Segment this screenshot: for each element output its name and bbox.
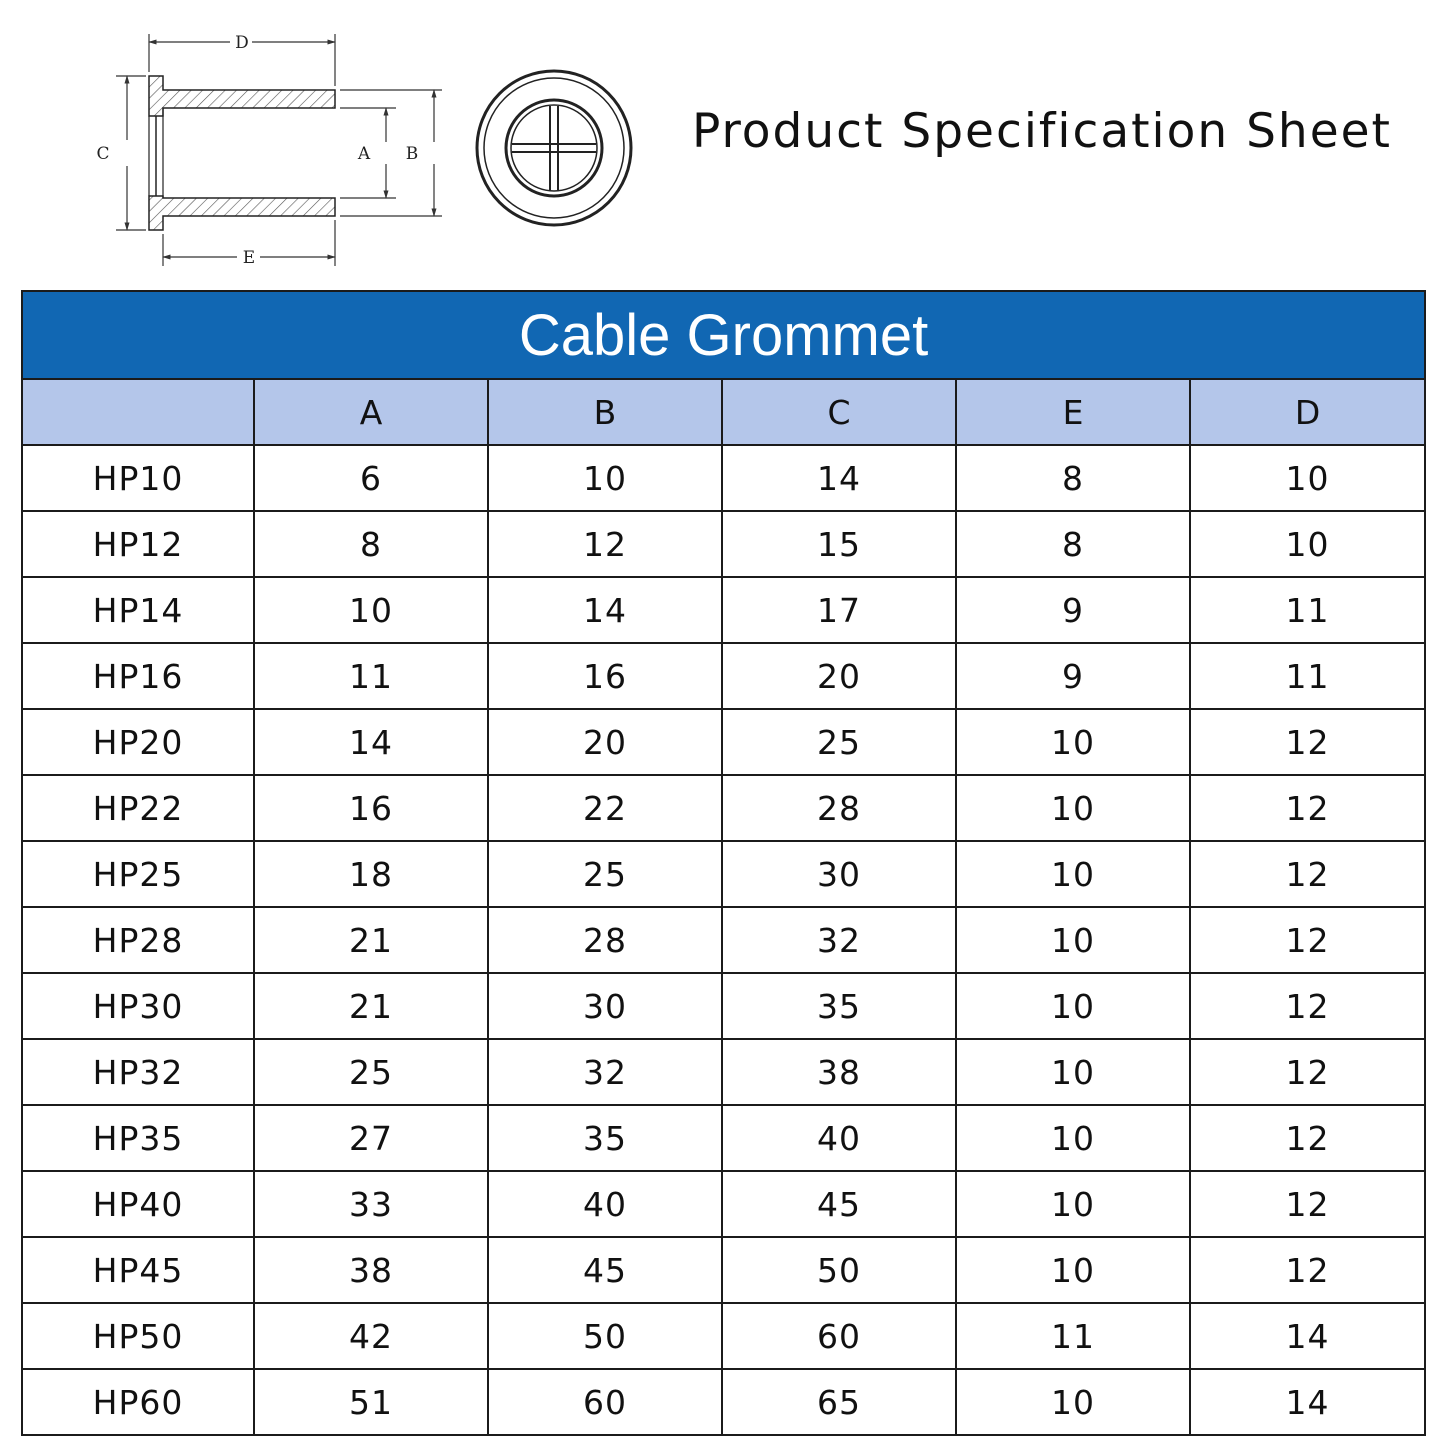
value-cell: 20 <box>722 643 956 709</box>
value-cell: 17 <box>722 577 956 643</box>
value-cell: 12 <box>1190 775 1425 841</box>
value-cell: 28 <box>488 907 722 973</box>
value-cell: 10 <box>956 841 1190 907</box>
value-cell: 14 <box>1190 1303 1425 1369</box>
value-cell: 10 <box>956 709 1190 775</box>
value-cell: 40 <box>722 1105 956 1171</box>
table-row <box>22 1039 1425 1105</box>
value-cell: 30 <box>488 973 722 1039</box>
column-header-a: A <box>254 379 488 445</box>
value-cell: 11 <box>254 643 488 709</box>
dimension-lines <box>116 34 442 266</box>
value-cell: 45 <box>488 1237 722 1303</box>
table-row <box>22 907 1425 973</box>
value-cell: 27 <box>254 1105 488 1171</box>
value-cell: 10 <box>956 1237 1190 1303</box>
column-header-d: D <box>1190 379 1425 445</box>
table-row <box>22 445 1425 511</box>
value-cell: 28 <box>722 775 956 841</box>
table-row <box>22 841 1425 907</box>
model-cell: HP40 <box>22 1171 254 1237</box>
value-cell: 12 <box>1190 973 1425 1039</box>
value-cell: 8 <box>254 511 488 577</box>
sheet-title: Product Specification Sheet <box>692 104 1392 159</box>
model-cell: HP32 <box>22 1039 254 1105</box>
value-cell: 30 <box>722 841 956 907</box>
column-header-model <box>22 379 254 445</box>
value-cell: 10 <box>956 907 1190 973</box>
value-cell: 32 <box>722 907 956 973</box>
value-cell: 12 <box>1190 841 1425 907</box>
value-cell: 45 <box>722 1171 956 1237</box>
model-cell: HP10 <box>22 445 254 511</box>
value-cell: 12 <box>1190 709 1425 775</box>
value-cell: 11 <box>1190 643 1425 709</box>
value-cell: 14 <box>254 709 488 775</box>
value-cell: 21 <box>254 973 488 1039</box>
value-cell: 50 <box>722 1237 956 1303</box>
value-cell: 11 <box>956 1303 1190 1369</box>
column-header-e: E <box>956 379 1190 445</box>
table-row <box>22 775 1425 841</box>
column-header-c: C <box>722 379 956 445</box>
model-cell: HP22 <box>22 775 254 841</box>
table-row <box>22 1237 1425 1303</box>
model-cell: HP60 <box>22 1369 254 1435</box>
value-cell: 8 <box>956 445 1190 511</box>
model-cell: HP35 <box>22 1105 254 1171</box>
grommet-dimension-drawing <box>80 20 670 280</box>
value-cell: 12 <box>1190 1105 1425 1171</box>
value-cell: 25 <box>488 841 722 907</box>
value-cell: 10 <box>956 1039 1190 1105</box>
value-cell: 32 <box>488 1039 722 1105</box>
table-row <box>22 643 1425 709</box>
value-cell: 12 <box>1190 907 1425 973</box>
value-cell: 40 <box>488 1171 722 1237</box>
value-cell: 10 <box>956 775 1190 841</box>
value-cell: 51 <box>254 1369 488 1435</box>
value-cell: 21 <box>254 907 488 973</box>
table-row <box>22 1303 1425 1369</box>
value-cell: 35 <box>722 973 956 1039</box>
dim-label-a: A <box>357 144 371 164</box>
value-cell: 16 <box>254 775 488 841</box>
value-cell: 25 <box>254 1039 488 1105</box>
value-cell: 14 <box>488 577 722 643</box>
model-cell: HP12 <box>22 511 254 577</box>
value-cell: 50 <box>488 1303 722 1369</box>
value-cell: 12 <box>1190 1039 1425 1105</box>
column-header-row <box>22 379 1425 445</box>
value-cell: 12 <box>1190 1237 1425 1303</box>
table-body <box>22 445 1425 1435</box>
value-cell: 33 <box>254 1171 488 1237</box>
value-cell: 42 <box>254 1303 488 1369</box>
model-cell: HP50 <box>22 1303 254 1369</box>
value-cell: 10 <box>956 1369 1190 1435</box>
table-title-row <box>22 291 1425 379</box>
value-cell: 12 <box>1190 1171 1425 1237</box>
value-cell: 9 <box>956 577 1190 643</box>
dim-label-b: B <box>405 144 419 164</box>
value-cell: 6 <box>254 445 488 511</box>
value-cell: 14 <box>722 445 956 511</box>
value-cell: 38 <box>722 1039 956 1105</box>
table-row <box>22 577 1425 643</box>
value-cell: 16 <box>488 643 722 709</box>
value-cell: 11 <box>1190 577 1425 643</box>
value-cell: 10 <box>1190 445 1425 511</box>
model-cell: HP14 <box>22 577 254 643</box>
model-cell: HP16 <box>22 643 254 709</box>
column-header-b: B <box>488 379 722 445</box>
table-row <box>22 709 1425 775</box>
value-cell: 12 <box>488 511 722 577</box>
grommet-front-view <box>477 71 631 225</box>
model-cell: HP28 <box>22 907 254 973</box>
value-cell: 18 <box>254 841 488 907</box>
grommet-side-section <box>149 76 335 230</box>
model-cell: HP45 <box>22 1237 254 1303</box>
table-row <box>22 1105 1425 1171</box>
value-cell: 10 <box>1190 511 1425 577</box>
table-row <box>22 1171 1425 1237</box>
value-cell: 15 <box>722 511 956 577</box>
dim-label-d: D <box>235 33 249 53</box>
value-cell: 38 <box>254 1237 488 1303</box>
value-cell: 22 <box>488 775 722 841</box>
model-cell: HP20 <box>22 709 254 775</box>
value-cell: 65 <box>722 1369 956 1435</box>
dim-label-c: C <box>96 144 110 164</box>
value-cell: 60 <box>488 1369 722 1435</box>
value-cell: 35 <box>488 1105 722 1171</box>
value-cell: 25 <box>722 709 956 775</box>
value-cell: 9 <box>956 643 1190 709</box>
table-row <box>22 1369 1425 1435</box>
dim-label-e: E <box>242 248 256 268</box>
value-cell: 20 <box>488 709 722 775</box>
value-cell: 8 <box>956 511 1190 577</box>
value-cell: 10 <box>956 1171 1190 1237</box>
table-title: Cable Grommet <box>22 291 1425 379</box>
value-cell: 60 <box>722 1303 956 1369</box>
value-cell: 10 <box>956 973 1190 1039</box>
table-row <box>22 511 1425 577</box>
value-cell: 14 <box>1190 1369 1425 1435</box>
spec-table <box>21 290 1426 1436</box>
model-cell: HP25 <box>22 841 254 907</box>
value-cell: 10 <box>254 577 488 643</box>
value-cell: 10 <box>956 1105 1190 1171</box>
model-cell: HP30 <box>22 973 254 1039</box>
table-row <box>22 973 1425 1039</box>
value-cell: 10 <box>488 445 722 511</box>
